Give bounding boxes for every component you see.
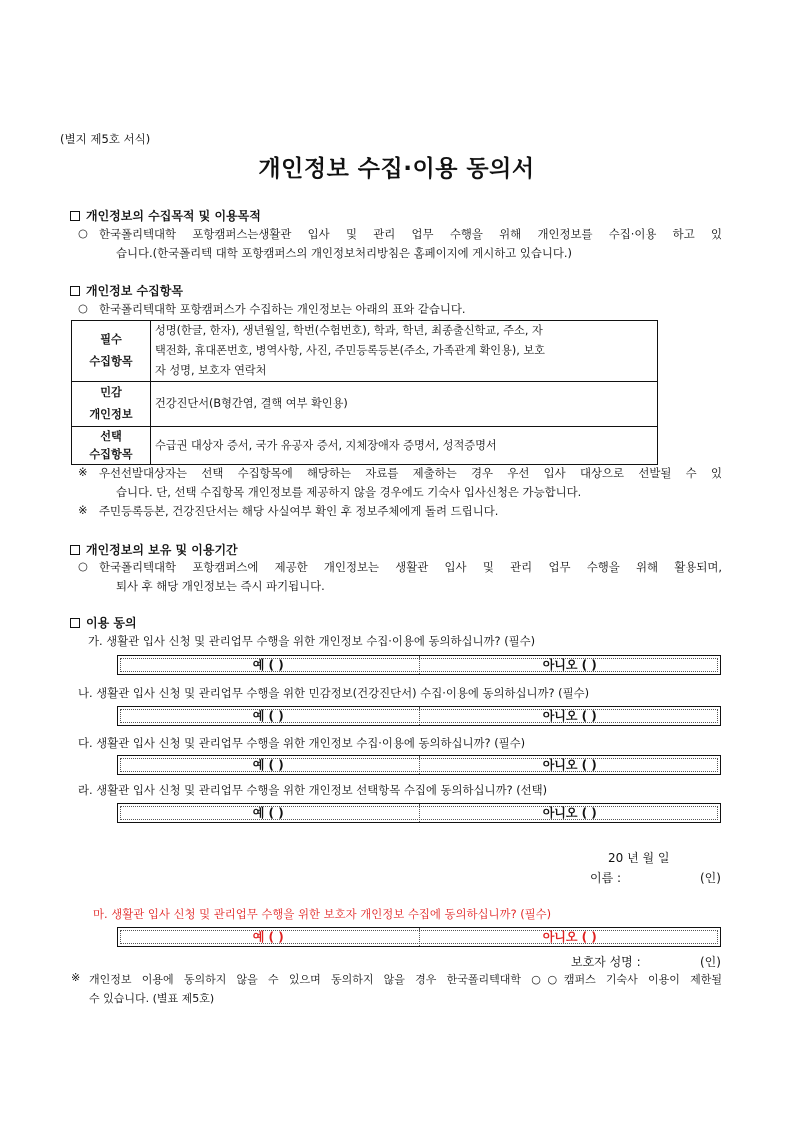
section-heading-retention: 개인정보의 보유 및 이용기간 (70, 541, 238, 558)
form-number: (별지 제5호 서식) (60, 132, 151, 146)
yes-option[interactable]: 예 ( ) (118, 804, 420, 822)
guardian-answer-row (117, 927, 721, 947)
seal-mark: (인) (700, 955, 721, 969)
name-label: 이름 : (590, 871, 622, 885)
yes-option[interactable]: 예 ( ) (118, 656, 420, 674)
retention-bullet: ○ (78, 559, 88, 573)
table-row (72, 382, 658, 427)
table-row (72, 427, 658, 465)
section-heading-purpose: 개인정보의 수집목적 및 이용목적 (70, 207, 261, 224)
purpose-line-2: 습니다.(한국폴리텍 대학 포항캠퍼스의 개인정보처리방침은 홈페이지에 게시하고 있습니다.) (116, 246, 572, 260)
footnote-line-1: 개인정보 이용에 동의하지 않을 수 있으며 동의하지 않을 경우 한국폴리텍대학 ○○캠퍼스 기숙사 이용이 제한될 (89, 973, 722, 986)
no-option[interactable]: 아니오 ( ) (542, 930, 597, 944)
footnote-mark: ※ (71, 971, 81, 984)
collection-items-table (71, 320, 658, 465)
table-row (72, 321, 658, 382)
no-option[interactable]: 아니오 ( ) (542, 758, 597, 772)
items-note-1a: 우선선발대상자는 선택 수집항목에 해당하는 자료를 제출하는 경우 우선 입사 대상으로 선발될 수 있 (99, 466, 722, 480)
section-heading-consent: 이용 동의 (70, 614, 137, 631)
note-mark: ※ (78, 503, 88, 517)
guardian-sign-label: 보호자 성명 : (571, 955, 641, 969)
yes-option[interactable]: 예 ( ) (118, 928, 420, 946)
guardian-consent-question: 마. 생활관 입사 신청 및 관리업무 수행을 위한 보호자 개인정보 수집에 동의하십니까? (필수) (93, 907, 552, 921)
consent-question-a: 가. 생활관 입사 신청 및 관리업무 수행을 위한 개인정보 수집·이용에 동의하십니까? (필수) (88, 634, 536, 648)
items-bullet: ○ (78, 301, 88, 315)
page-title: 개인정보 수집·이용 동의서 (258, 156, 535, 182)
section-heading-items: 개인정보 수집항목 (70, 282, 183, 299)
items-intro: 한국폴리텍대학 포항캠퍼스가 수집하는 개인정보는 아래의 표와 같습니다. (99, 302, 466, 316)
row-content: 건강진단서(B형간염, 결핵 여부 확인용) (151, 382, 658, 427)
consent-answer-row-a (117, 655, 721, 675)
purpose-line-1: 한국폴리텍대학 포항캠퍼스는생활관 입사 및 관리 업무 수행을 위해 개인정보를 수집·이용 하고 있 (99, 227, 722, 241)
seal-mark: (인) (700, 871, 721, 885)
retention-line-2: 퇴사 후 해당 개인정보는 즉시 파기됩니다. (116, 579, 325, 593)
consent-question-c: 다. 생활관 입사 신청 및 관리업무 수행을 위한 개인정보 수집·이용에 동의하십니까? (필수) (78, 736, 526, 750)
row-header: 민감 개인정보 (72, 382, 151, 427)
checkbox-square-icon (70, 618, 80, 628)
consent-answer-row-d (117, 803, 721, 823)
no-option[interactable]: 아니오 ( ) (542, 806, 597, 820)
checkbox-square-icon (70, 211, 80, 221)
row-header: 필수 수집항목 (72, 321, 151, 382)
checkbox-square-icon (70, 286, 80, 296)
consent-question-b: 나. 생활관 입사 신청 및 관리업무 수행을 위한 민감정보(건강진단서) 수집·이용에 동의하십니까? (필수) (78, 686, 590, 700)
no-option[interactable]: 아니오 ( ) (542, 709, 597, 723)
consent-question-d: 라. 생활관 입사 신청 및 관리업무 수행을 위한 개인정보 선택항목 수집에 동의하십니까? (선택) (78, 783, 548, 797)
row-content: 수급권 대상자 증서, 국가 유공자 증서, 지체장애자 증명서, 성적증명서 (151, 427, 658, 465)
items-note-1b: 습니다. 단, 선택 수집항목 개인정보를 제공하지 않을 경우에도 기숙사 입사신청은 가능합니다. (116, 485, 582, 499)
items-note-2: 주민등록등본, 건강진단서는 해당 사실여부 확인 후 정보주체에게 돌려 드립니다. (99, 504, 499, 518)
checkbox-square-icon (70, 545, 80, 555)
row-header: 선택 수집항목 (72, 427, 151, 465)
purpose-bullet: ○ (78, 226, 88, 240)
yes-option[interactable]: 예 ( ) (118, 707, 420, 725)
yes-option[interactable]: 예 ( ) (118, 756, 420, 774)
consent-answer-row-c (117, 755, 721, 775)
row-content: 성명(한글, 한자), 생년월일, 학번(수험번호), 학과, 학년, 최종출신학교, 주소, 자 택전화, 휴대폰번호, 병역사항, 사진, 주민등록등본(주소, 가족관계 확인용), 보호 자 성명, 보호자 연락처 (151, 321, 658, 382)
date-line: 20 년 월 일 (608, 851, 670, 865)
note-mark: ※ (78, 465, 88, 479)
no-option[interactable]: 아니오 ( ) (542, 658, 597, 672)
consent-answer-row-b (117, 706, 721, 726)
retention-line-1: 한국폴리텍대학 포항캠퍼스에 제공한 개인정보는 생활관 입사 및 관리 업무 수행을 위해 활용되며, (99, 560, 722, 574)
footnote-line-2: 수 있습니다. (별표 제5호) (89, 992, 215, 1005)
